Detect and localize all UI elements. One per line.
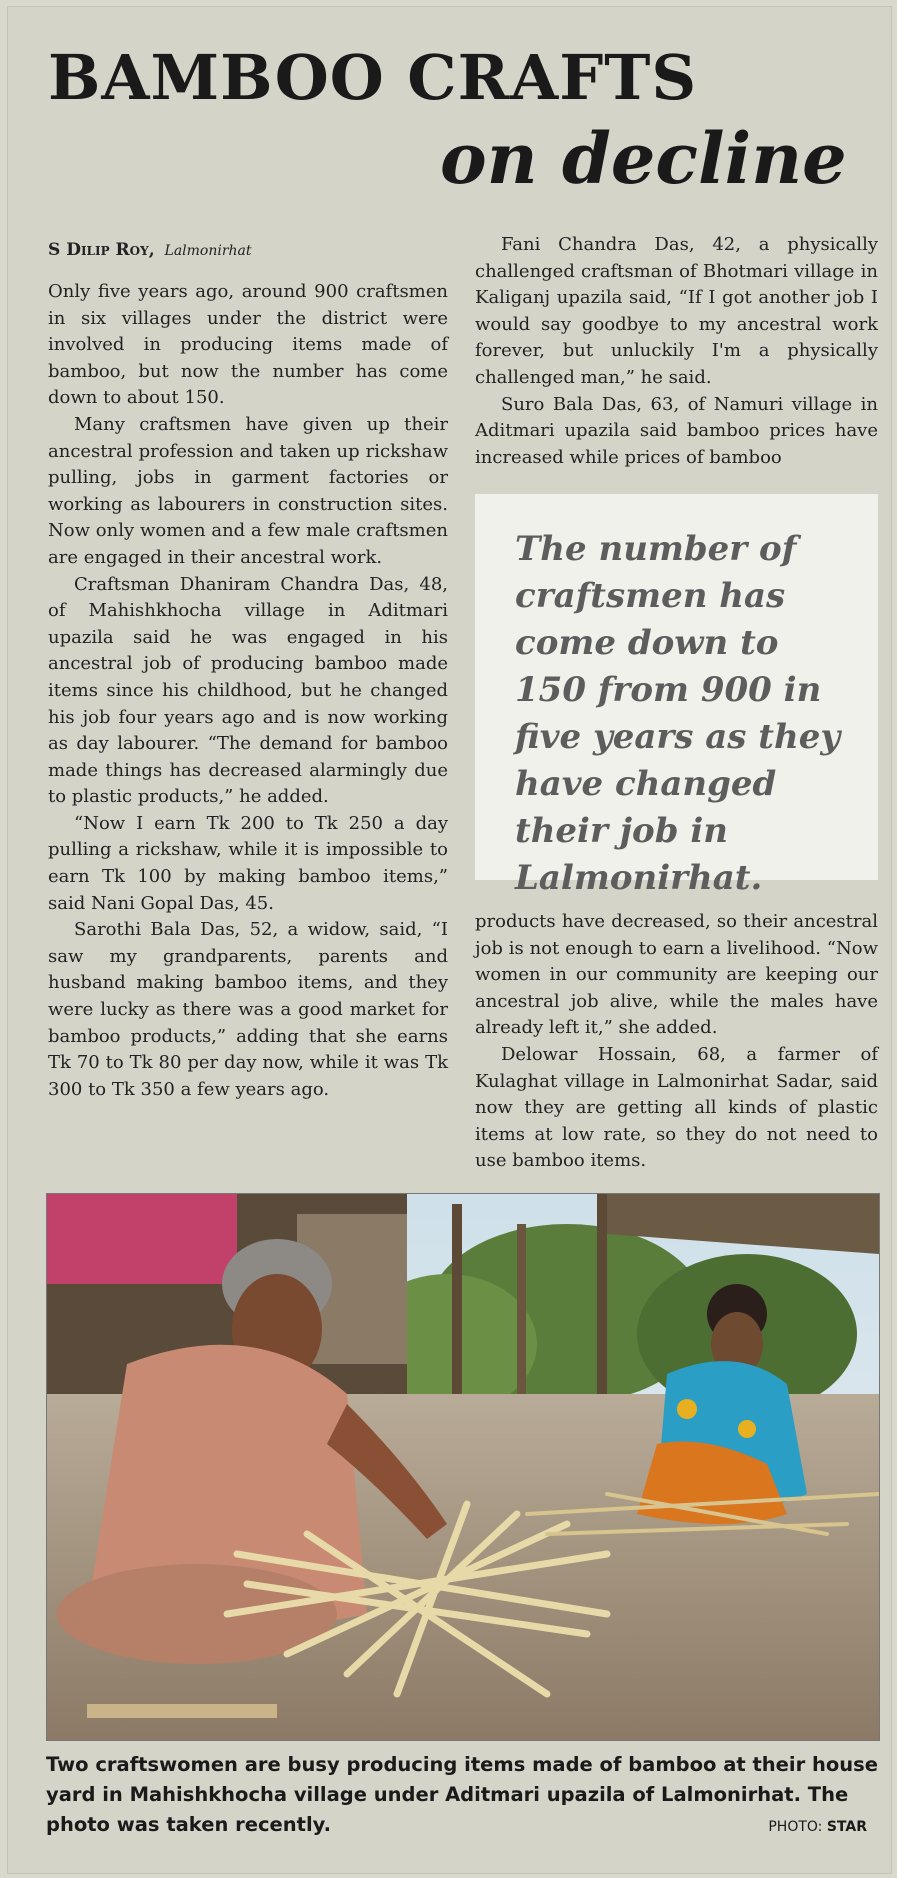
article-paragraph: products have decreased, so their ancestral job is not enough to earn a livelihood. “Now women in our community are keeping our ancestral job alive, while the males have already left it,” she added.: [475, 911, 878, 1039]
article-paragraph: Suro Bala Das, 63, of Namuri village in Aditmari upazila said bamboo prices have increased while prices of bamboo: [475, 393, 878, 468]
article-paragraph: Sarothi Bala Das, 52, a widow, said, “I saw my grandparents, parents and husband making bamboo items, and they were lucky as there was a good market for bamboo products,” adding that she earns Tk 70 to Tk 80 per day now, while it was Tk 300 to Tk 350 a few years ago.: [48, 919, 448, 1100]
article-column-right-top: [475, 232, 878, 471]
newspaper-page: [7, 6, 892, 1874]
photo-credit-label: PHOTO:: [768, 1819, 823, 1835]
byline-author: S Dilip Roy,: [48, 240, 155, 260]
photo-caption: Two craftswomen are busy producing items made of bamboo at their house yard in Mahishkhocha village under Aditmari upazila of Lalmonirhat. The photo was taken recently.: [46, 1753, 878, 1836]
article-paragraph: “Now I earn Tk 200 to Tk 250 a day pulling a rickshaw, while it is impossible to earn Tk 100 by making bamboo items,” said Nani Gopal Das, 45.: [48, 812, 448, 914]
article-paragraph: Delowar Hossain, 68, a farmer of Kulaghat village in Lalmonirhat Sadar, said now they are getting all kinds of plastic items at low rate, so they do not need to use bamboo items.: [475, 1043, 878, 1172]
headline-main: BAMBOO CRAFTS: [48, 41, 698, 114]
photo-credit-source: STAR: [826, 1819, 867, 1835]
article-paragraph: Craftsman Dhaniram Chandra Das, 48, of Mahishkhocha village in Aditmari upazila said he was engaged in his ancestral job of producing bamboo made items since his childhood, but he changed his job four years ago and is now working as day labourer. “The demand for bamboo made things has decreased alarmingly due to plastic products,” he added.: [48, 573, 448, 808]
article-column-left: [48, 279, 448, 1103]
byline-location: Lalmonirhat: [164, 243, 252, 259]
article-column-right-bottom: [475, 909, 878, 1175]
photo-illustration: [47, 1194, 879, 1740]
article-paragraph: Only five years ago, around 900 craftsmen in six villages under the district were involved in producing items made of bamboo, but now the number has come down to about 150.: [48, 281, 448, 409]
article-paragraph: Fani Chandra Das, 42, a physically challenged craftsman of Bhotmari village in Kaliganj upazila said, “If I got another job I would say goodbye to my ancestral work forever, but unluckily I'm a physically challenged man,” he said.: [475, 234, 878, 388]
news-photo: [46, 1193, 880, 1741]
article-paragraph: Many craftsmen have given up their ancestral profession and taken up rickshaw pulling, jobs in garment factories or working as labourers in construction sites. Now only women and a few male craftsmen are engaged in their ancestral work.: [48, 413, 448, 568]
byline: [48, 240, 252, 260]
headline-sub: on decline: [440, 117, 847, 200]
pull-quote: The number of craftsmen has come down to 150 from 900 in five years as they have changed their job in Lalmonirhat.: [475, 494, 878, 880]
photo-credit: [768, 1819, 867, 1835]
